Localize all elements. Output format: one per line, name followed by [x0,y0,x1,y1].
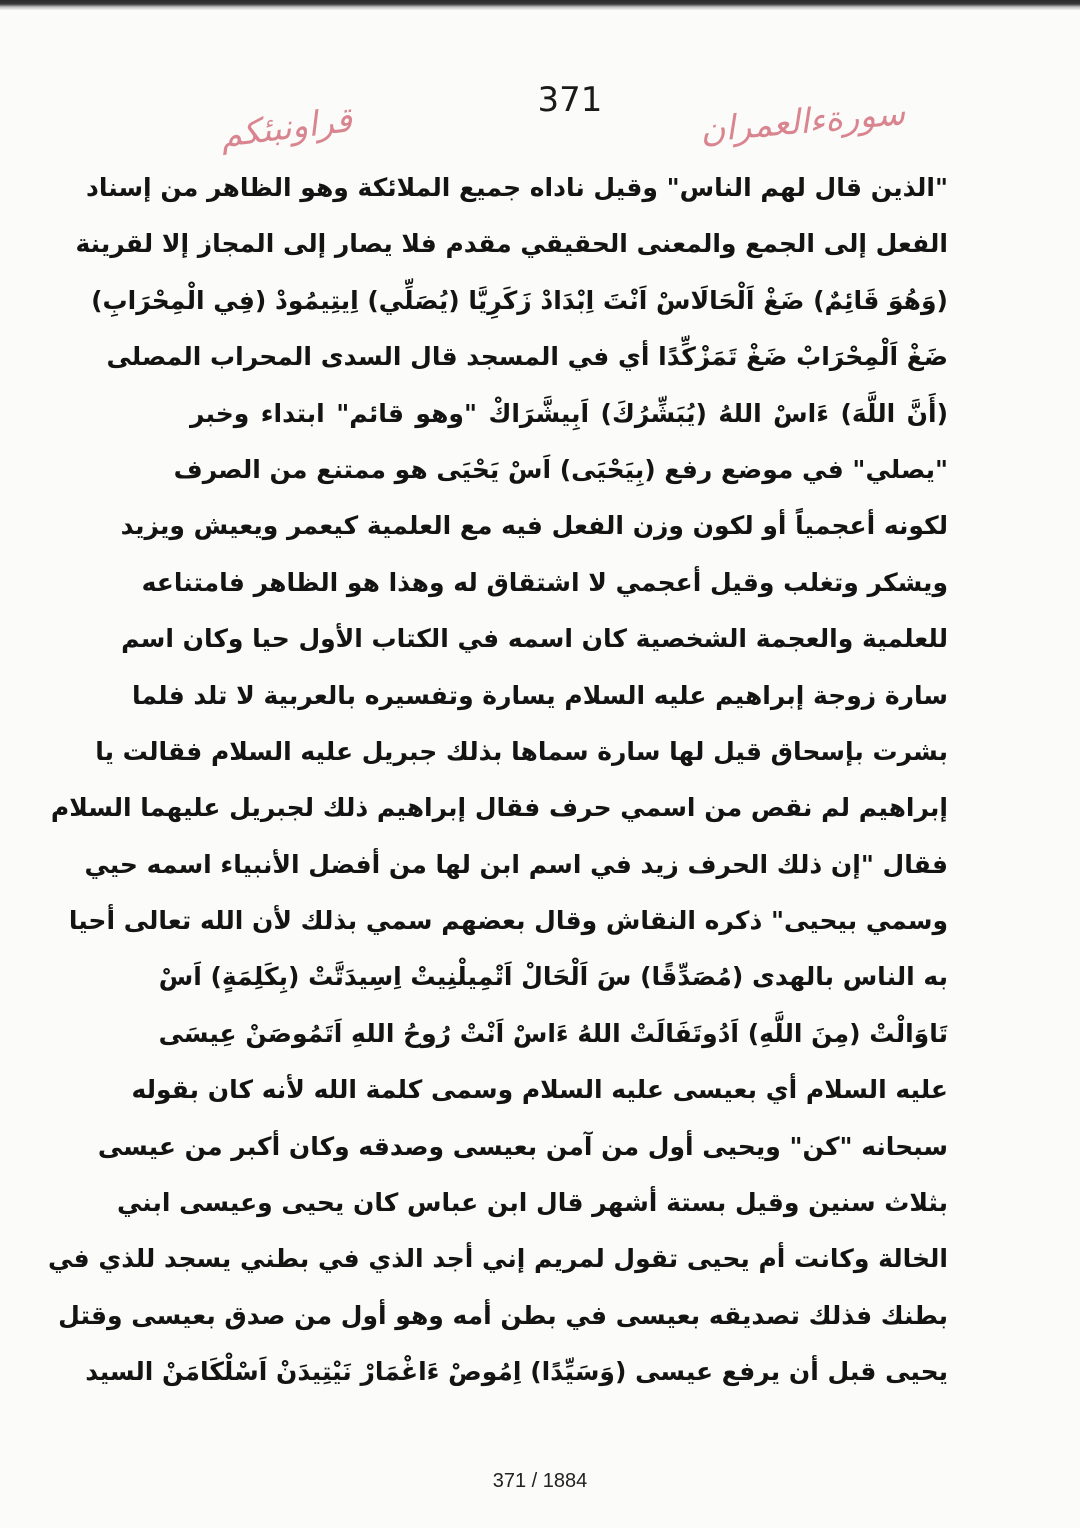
text-line: يحيى قبل أن يرفع عيسى (وَسَيِّدًا) اِمُوصْ ءَاغْمَارْ نَيْتِيدَنْ اَسْلْكَامَنْ السيد [85,1357,948,1387]
scan-edge [0,0,1080,10]
text-line: (أَنَّ اللَّهَ) ءَاسْ اللهُ (يُبَشِّرُكَ) اَبِيشَّرَاكْ "وهو قائم" ابتداء وخبر [190,398,948,428]
text-line: تَاوَالْتْ (مِنَ اللَّهِ) اَدُوتَفَالَتْ اللهُ ءَاسْ اَنْتْ رُوحُ اللهِ اَتَمُوصَنْ عِيسَى [158,1018,948,1048]
text-line: فقال "إن ذلك الحرف زيد في اسم ابن لها من أفضل الأنبياء اسمه حيي [84,849,948,879]
text-line: الفعل إلى الجمع والمعنى الحقيقي مقدم فلا يصار إلى المجاز إلا لقرينة [75,229,948,259]
text-line: إبراهيم لم نقص من اسمي حرف فقال إبراهيم ذلك لجبريل عليهما السلام [50,793,948,823]
text-line: ضَغْ اَلْمِحْرَابْ ضَغْ تَمَزْكِّدًا أي في المسجد قال السدى المحراب المصلى [106,342,948,372]
handwritten-note-left: قراونبئكم [218,100,355,156]
text-line: بطنك فذلك تصديقه بعيسى في بطن أمه وهو أول من صدق بعيسى وقتل [58,1300,948,1330]
text-line: بثلاث سنين وقيل بستة أشهر قال ابن عباس كان يحيى وعيسى ابني [116,1188,948,1218]
text-line: الخالة وكانت أم يحيى تقول لمريم إني أجد الذي في بطني يسجد للذي في [48,1244,948,1274]
text-line: (وَهُوَ قَائِمٌ) ضَغْ اَلْحَالَاسْ اَنْتَ اِبْدَادْ زَكَرِيَّا (يُصَلِّي) اِيتِيمُودْ (فِي الْمِحْرَابِ) [91,285,948,315]
text-line: لكونه أعجمياً أو لكون وزن الفعل فيه مع العلمية كيعمر ويعيش ويزيد [120,511,948,541]
text-line: "يصلي" في موضع رفع (بِيَحْيَى) اَسْ يَحْيَى هو ممتنع من الصرف [173,454,948,484]
text-line: "الذين قال لهم الناس" وقيل ناداه جميع الملائكة وهو الظاهر من إسناد [86,173,948,202]
text-line: به الناس بالهدى (مُصَدِّقًا) سَ اَلْحَالْ اَتْمِيلْنِيتْ اِسِيدَتَّتْ (بِكَلِمَةٍ) اَسْ [158,962,948,992]
handwritten-note-right: سورةءالعمران [698,93,907,151]
page-number: 371 [537,80,603,120]
text-line: للعلمية والعجمة الشخصية كان اسمه في الكتاب الأول حيا وكان اسم [121,624,948,654]
page-counter: 371 / 1884 [492,1470,588,1492]
text-line: ويشكر وتغلب وقيل أعجمي لا اشتقاق له وهذا هو الظاهر فامتناعه [141,567,948,597]
text-line: سبحانه "كن" ويحيى أول من آمن بعيسى وصدقه وكان أكبر من عيسى [97,1131,948,1161]
text-line: بشرت بإسحاق قيل لها سارة سماها بذلك جبريل عليه السلام فقالت يا [95,736,948,766]
text-line: وسمي بيحيى" ذكره النقاش وقال بعضهم سمي بذلك لأن الله تعالى أحيا [68,906,948,936]
text-line: سارة زوجة إبراهيم عليه السلام يسارة وتفسيره بالعربية لا تلد فلما [131,680,948,710]
text-line: عليه السلام أي بعيسى عليه السلام وسمى كلمة الله لأنه كان بقوله [131,1075,948,1105]
arabic-text-body [48,160,948,1401]
